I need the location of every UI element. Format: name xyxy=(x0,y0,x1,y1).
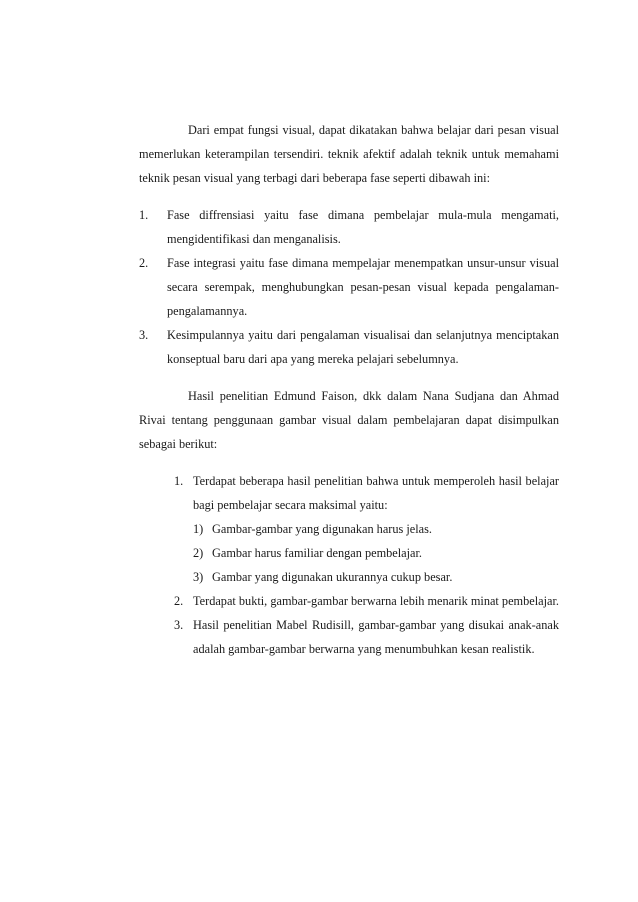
list-text: Fase diffrensiasi yaitu fase dimana pembelajar mula-mula mengamati, mengidentifikasi dan menganalisis. xyxy=(167,208,559,246)
spacer xyxy=(139,456,559,469)
list-item xyxy=(174,469,559,589)
list-number: 2. xyxy=(174,594,184,608)
sub-list xyxy=(193,517,559,589)
sub-list-item xyxy=(193,541,559,565)
list-item xyxy=(139,251,559,323)
list-number: 1. xyxy=(139,208,149,222)
list-text: Terdapat beberapa hasil penelitian bahwa untuk memperoleh hasil belajar bagi pembelajar secara maksimal yaitu: xyxy=(193,474,559,512)
spacer xyxy=(139,371,559,384)
sub-list-number: 1) xyxy=(193,522,204,536)
paragraph-intro: Dari empat fungsi visual, dapat dikatakan bahwa belajar dari pesan visual memerlukan keterampilan tersendiri. teknik afektif adalah teknik untuk memahami teknik pesan visual yang terbagi dari beberapa fase seperti dibawah ini: xyxy=(139,123,559,185)
list-text: Fase integrasi yaitu fase dimana mempelajar menempatkan unsur-unsur visual secara serempak, menghubungkan pesan-pesan visual kepada pengalaman-pengalamannya. xyxy=(167,256,559,318)
list-text: Kesimpulannya yaitu dari pengalaman visualisai dan selanjutnya menciptakan konseptual baru dari apa yang mereka pelajari sebelumnya. xyxy=(167,328,559,366)
list-item xyxy=(174,613,559,661)
page-content xyxy=(139,118,559,661)
phase-list xyxy=(139,203,559,371)
sub-list-text: Gambar harus familiar dengan pembelajar. xyxy=(212,546,422,560)
list-item xyxy=(174,589,559,613)
list-text: Hasil penelitian Mabel Rudisill, gambar-gambar yang disukai anak-anak adalah gambar-gambar berwarna yang menumbuhkan kesan realistik. xyxy=(193,618,559,656)
list-text: Terdapat bukti, gambar-gambar berwarna lebih menarik minat pembelajar. xyxy=(193,594,559,608)
list-number: 3. xyxy=(139,328,149,342)
list-item xyxy=(139,203,559,251)
list-number: 3. xyxy=(174,618,184,632)
list-number: 2. xyxy=(139,256,149,270)
list-item xyxy=(139,323,559,371)
sub-list-text: Gambar yang digunakan ukurannya cukup besar. xyxy=(212,570,453,584)
sub-list-text: Gambar-gambar yang digunakan harus jelas. xyxy=(212,522,432,536)
list-number: 1. xyxy=(174,474,184,488)
spacer xyxy=(139,190,559,203)
paragraph-research: Hasil penelitian Edmund Faison, dkk dalam Nana Sudjana dan Ahmad Rivai tentang penggunaan gambar visual dalam pembelajaran dapat disimpulkan sebagai berikut: xyxy=(139,389,559,451)
sub-list-item xyxy=(193,565,559,589)
sub-list-number: 2) xyxy=(193,546,204,560)
sub-list-number: 3) xyxy=(193,570,204,584)
research-list xyxy=(139,469,559,661)
sub-list-item xyxy=(193,517,559,541)
